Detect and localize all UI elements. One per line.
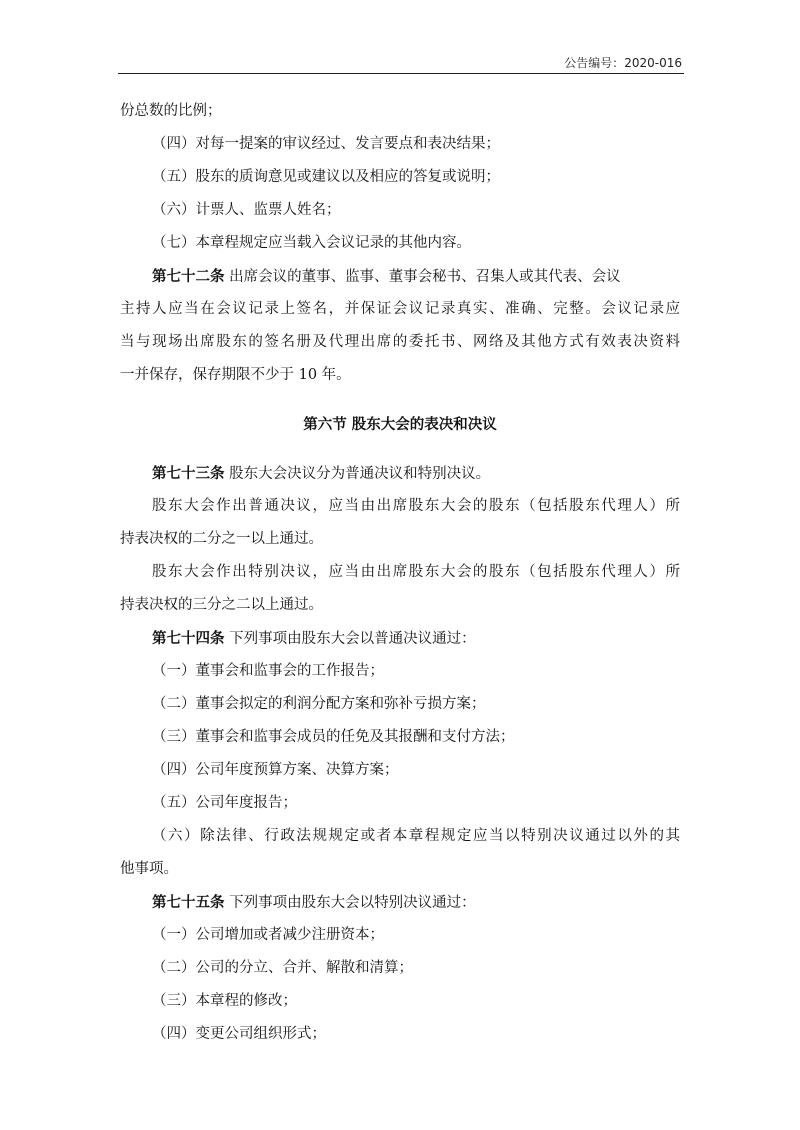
article-73-text: 股东大会决议分为普通决议和特别决议。 [224, 466, 491, 482]
article-74-text: 下列事项由股东大会以普通决议通过： [224, 631, 476, 647]
section-title: 第六节 股东大会的表决和决议 [303, 416, 497, 433]
article-74-title: 第七十四条 [152, 630, 225, 647]
article-75-text: 下列事项由股东大会以特别决议通过： [224, 895, 476, 911]
list-item: （三）本章程的修改； [152, 993, 297, 1009]
article-73-line: 股东大会作出特别决议，应当由出席股东大会的股东（包括股东代理人）所 [152, 564, 680, 580]
list-item: （一）董事会和监事会的工作报告； [152, 663, 384, 679]
article-72-line: 主持人应当在会议记录上签名，并保证会议记录真实、准确、完整。会议记录应 [120, 301, 680, 317]
article-72-title: 第七十二条 [152, 268, 225, 285]
list-item: （六）除法律、行政法规规定或者本章程规定应当以特别决议通过以外的其 [152, 828, 680, 844]
list-item: （七）本章程规定应当载入会议记录的其他内容。 [152, 235, 471, 251]
list-item: （四）变更公司组织形式； [152, 1026, 326, 1042]
article-74-line [120, 622, 680, 655]
article-75-title: 第七十五条 [152, 894, 225, 911]
text-line: 份总数的比例； [120, 103, 222, 119]
article-75-line [120, 886, 680, 919]
list-item-continuation: 他事项。 [120, 861, 178, 877]
article-73-line: 持表决权的二分之一以上通过。 [120, 531, 323, 547]
list-item: （四）对每一提案的审议经过、发言要点和表决结果； [152, 136, 500, 152]
article-72-line: 当与现场出席股东的签名册及代理出席的委托书、网络及其他方式有效表决资料 [120, 334, 680, 350]
list-item: （一）公司增加或者减少注册资本； [152, 927, 384, 943]
list-item: （六）计票人、监票人姓名； [152, 202, 341, 218]
article-72-text: 出席会议的董事、监事、董事会秘书、召集人或其代表、会议 [224, 269, 621, 285]
header-rule [118, 73, 684, 74]
list-item: （五）股东的质询意见或建议以及相应的答复或说明； [152, 169, 500, 185]
list-item: （五）公司年度报告； [152, 795, 297, 811]
list-item: （四）公司年度预算方案、决算方案； [152, 762, 399, 778]
document-body [120, 95, 680, 1051]
notice-number: 公告编号：2020-016 [564, 56, 682, 70]
article-72-line [120, 260, 680, 293]
article-73-line: 股东大会作出普通决议，应当由出席股东大会的股东（包括股东代理人）所 [152, 498, 680, 514]
article-72-line: 一并保存，保存期限不少于 10 年。 [120, 367, 351, 383]
article-73-line [120, 457, 680, 490]
list-item: （二）公司的分立、合并、解散和清算； [152, 960, 413, 976]
list-item: （二）董事会拟定的利润分配方案和弥补亏损方案； [152, 696, 486, 712]
article-73-title: 第七十三条 [152, 465, 225, 482]
list-item: （三）董事会和监事会成员的任免及其报酬和支付方法； [152, 729, 515, 745]
page-header [118, 50, 684, 74]
article-73-line: 持表决权的三分之二以上通过。 [120, 597, 323, 613]
